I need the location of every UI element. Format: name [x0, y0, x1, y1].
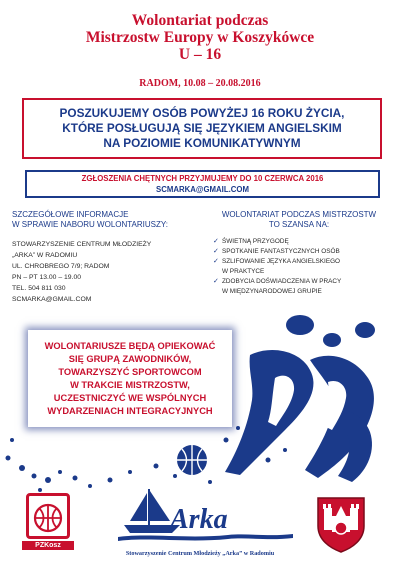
- duties-box: [28, 330, 232, 427]
- chance-heading-line: TO SZANSA NA:: [268, 220, 330, 229]
- poster-title: [0, 12, 400, 63]
- pzkosz-label: PZKosz: [22, 541, 74, 550]
- event-date: RADOM, 10.08 – 20.08.2016: [139, 78, 261, 89]
- duties-line: WOLONTARIUSZE BĘDĄ OPIEKOWAĆ: [44, 340, 216, 351]
- duties-line: UCZESTNICZYĆ WE WSPÓLNYCH: [53, 392, 207, 403]
- chance-section: [205, 210, 393, 297]
- organization-name: Stowarzyszenie Centrum Młodzieży „Arka” w Radomiu: [125, 550, 275, 557]
- office-hours: PN – PT 13.00 – 19.00: [12, 274, 82, 281]
- duties-line: SIĘ GRUPĄ ZAWODNIKÓW,: [68, 353, 192, 364]
- deadline-email[interactable]: SCMARKA@GMAIL.COM: [156, 185, 249, 194]
- check-icon: ✓: [213, 238, 219, 245]
- requirement-line: POSZUKUJEMY OSÓB POWYŻEJ 16 ROKU ŻYCIA,: [59, 106, 345, 120]
- address: UL. CHROBREGO 7/9; RADOM: [12, 263, 110, 270]
- pzkosz-logo: [22, 493, 74, 555]
- info-heading: [12, 210, 202, 230]
- duties-line: WYDARZENIACH INTEGRACYJNYCH: [47, 405, 213, 416]
- chance-list: [205, 237, 393, 297]
- radom-coat-of-arms: [310, 490, 372, 554]
- info-heading-line: SZCZEGÓŁOWE INFORMACJE: [12, 210, 129, 219]
- list-item: ✓ SZLIFOWANIE JĘZYKA ANGIELSKIEGO: [213, 258, 341, 265]
- info-section: [12, 210, 202, 305]
- basketball-icon: [26, 493, 70, 539]
- chance-heading-line: WOLONTARIAT PODCZAS MISTRZOSTW: [221, 210, 377, 219]
- arka-logo: [108, 477, 298, 547]
- org-name: STOWARZYSZENIE CENTRUM MŁODZIEŻY: [12, 241, 152, 248]
- info-heading-line: W SPRAWIE NABORU WOLONTARIUSZY:: [12, 220, 169, 229]
- title-line: Wolontariat podczas: [131, 12, 269, 29]
- requirement-line: KTÓRE POSŁUGUJĄ SIĘ JĘZYKIEM ANGIELSKIM: [62, 121, 342, 135]
- list-item: ✓ SPOTKANIE FANTASTYCZNYCH OSÓB: [213, 248, 340, 255]
- title-line: U – 16: [178, 46, 222, 63]
- requirement-box: [22, 98, 382, 159]
- list-item: W MIĘDZYNARODOWEJ GRUPIE: [222, 288, 322, 295]
- arka-wordmark: Arka: [170, 504, 228, 535]
- list-item: W PRAKTYCE: [222, 268, 265, 275]
- duties-line: W TRAKCIE MISTRZOSTW,: [70, 379, 190, 390]
- phone[interactable]: TEL. 504 811 030: [12, 285, 66, 292]
- deadline-box: [25, 170, 380, 198]
- contact-email[interactable]: SCMARKA@GMAIL.COM: [12, 296, 92, 303]
- check-icon: ✓: [213, 248, 219, 255]
- requirement-line: NA POZIOMIE KOMUNIKATYWNYM: [103, 136, 301, 150]
- check-icon: ✓: [213, 278, 219, 285]
- contact-details: [12, 239, 202, 305]
- check-icon: ✓: [213, 258, 219, 265]
- deadline-text: ZGŁOSZENIA CHĘTNYCH PRZYJMUJEMY DO 10 CZERWCA 2016: [81, 174, 324, 183]
- title-line: Mistrzostw Europy w Koszykówce: [85, 29, 315, 46]
- chance-heading: [205, 210, 393, 230]
- duties-line: TOWARZYSZYĆ SPORTOWCOM: [58, 366, 202, 377]
- org-name-2: „ARKA” W RADOMIU: [12, 252, 78, 259]
- list-item: ✓ ŚWIETNĄ PRZYGODĘ: [213, 238, 289, 245]
- castle-icon: [310, 490, 372, 554]
- list-item: ✓ ZDOBYCIA DOŚWIADCZENIA W PRACY: [213, 278, 342, 285]
